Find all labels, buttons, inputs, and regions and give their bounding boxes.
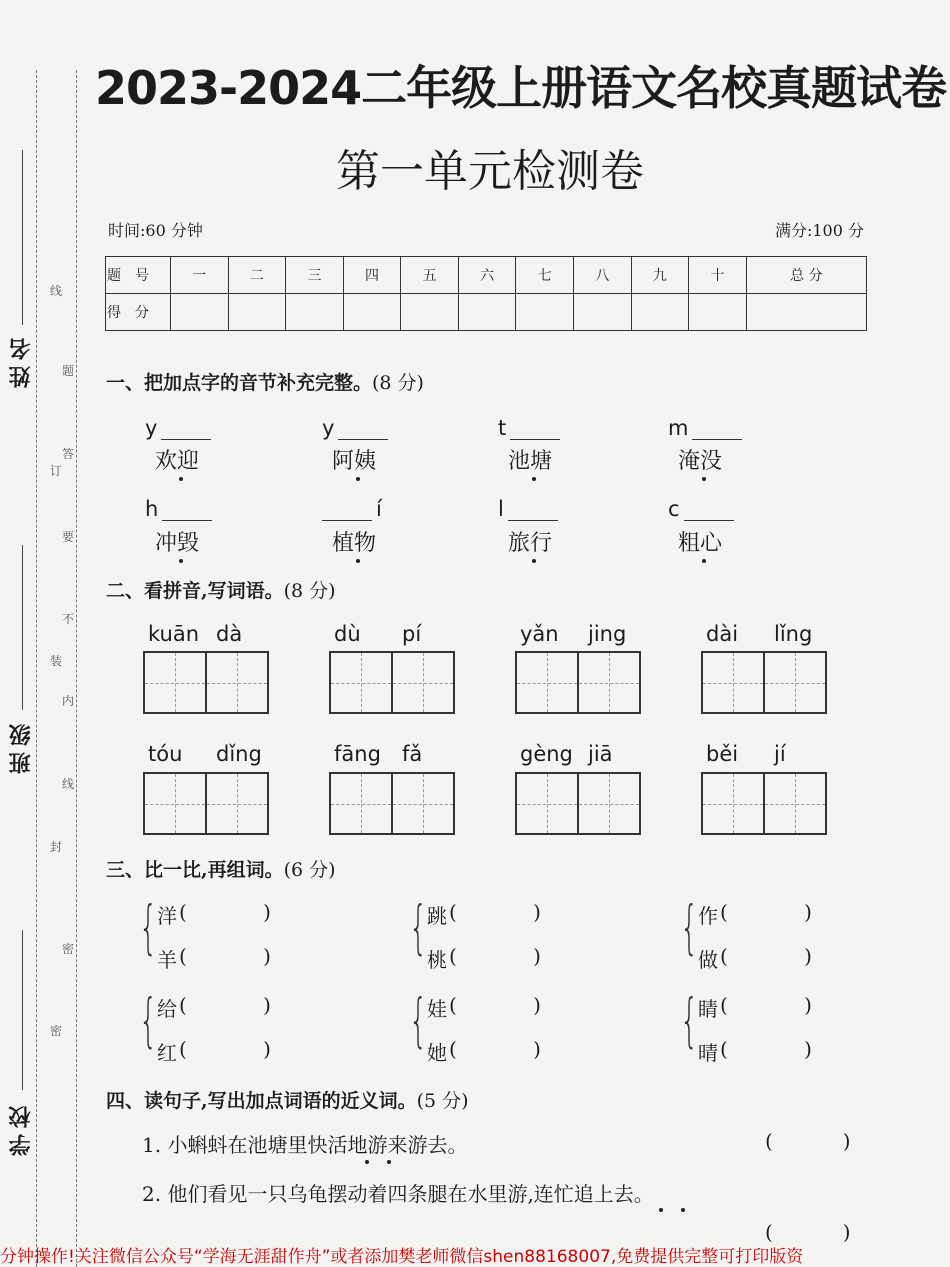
brace-icon: {	[680, 893, 699, 961]
score-cell[interactable]	[516, 294, 574, 331]
answer-paren-1[interactable]: ( )	[765, 1129, 851, 1153]
answer-blank[interactable]	[692, 421, 742, 440]
compare-char: 跳	[427, 904, 447, 928]
score-cell[interactable]	[343, 294, 401, 331]
section-4-title	[106, 1086, 469, 1113]
pinyin-initial: m	[668, 416, 689, 440]
grid-cell[interactable]	[393, 653, 453, 712]
answer-paren[interactable]: ( )	[449, 944, 541, 968]
binding-char: 装	[50, 654, 63, 668]
emphasis-dot	[681, 1208, 685, 1212]
writing-grid[interactable]	[701, 772, 827, 835]
name-label: 姓名	[9, 332, 34, 388]
score-cell[interactable]	[228, 294, 286, 331]
footer-watermark: 分钟操作!关注微信公众号“学海无涯甜作舟”或者添加樊老师微信shen88168007,免费提供完整可打印版资	[0, 1247, 804, 1267]
pinyin-syllable: dǐng	[216, 742, 262, 766]
pinyin-blank-line	[498, 416, 560, 440]
section-4-heading: 四、读句子,写出加点词语的近义词。	[106, 1090, 417, 1112]
table-header-cell: 三	[286, 257, 344, 294]
binding-char: 线	[62, 777, 75, 791]
score-table	[105, 256, 867, 331]
answer-paren[interactable]: ( )	[179, 900, 271, 924]
section-1-points: (8 分)	[372, 372, 424, 394]
writing-grid[interactable]	[515, 772, 641, 835]
pinyin-syllable: kuān	[148, 622, 200, 646]
answer-paren[interactable]: ( )	[720, 1037, 812, 1061]
answer-blank[interactable]	[684, 502, 734, 521]
score-cell[interactable]	[171, 294, 229, 331]
compare-char: 给	[157, 997, 177, 1021]
answer-paren[interactable]: ( )	[720, 900, 812, 924]
grid-cell[interactable]	[765, 774, 825, 833]
table-header-cell: 七	[516, 257, 574, 294]
grid-cell[interactable]	[703, 774, 765, 833]
emphasis-dot	[179, 559, 183, 563]
pinyin-blank-line	[498, 497, 558, 521]
score-cell[interactable]	[689, 294, 747, 331]
binding-char: 订	[50, 464, 63, 478]
compare-char: 羊	[157, 948, 177, 972]
pinyin-blank-line	[145, 416, 211, 440]
answer-blank[interactable]	[508, 502, 558, 521]
score-cell[interactable]	[746, 294, 866, 331]
answer-blank[interactable]	[161, 421, 211, 440]
emphasis-dot	[179, 477, 183, 481]
pinyin-blank-line	[322, 416, 388, 440]
sentence-2: 2. 他们看见一只乌龟摆动着四条腿在水里游,连忙追上去。	[142, 1182, 654, 1206]
score-cell[interactable]	[286, 294, 344, 331]
grid-cell[interactable]	[703, 653, 765, 712]
answer-blank[interactable]	[510, 421, 560, 440]
section-3-heading: 三、比一比,再组词。	[106, 859, 284, 881]
table-header-cell: 八	[574, 257, 632, 294]
dotted-word: 植物	[332, 531, 377, 556]
dotted-word: 粗心	[678, 531, 723, 556]
writing-grid[interactable]	[701, 651, 827, 714]
pinyin-syllable: dù	[334, 622, 361, 646]
pinyin-syllable: dài	[706, 622, 739, 646]
pinyin-initial: l	[498, 497, 504, 521]
writing-grid[interactable]	[329, 772, 455, 835]
brace-icon: {	[409, 893, 428, 961]
compare-char: 娃	[427, 997, 447, 1021]
emphasis-dot	[365, 1160, 369, 1164]
binding-char: 题	[62, 364, 75, 378]
compare-char: 做	[698, 948, 718, 972]
pinyin-syllable: tóu	[148, 742, 183, 766]
table-header-cell: 六	[458, 257, 516, 294]
brace-icon: {	[139, 893, 158, 961]
pinyin-final: í	[376, 497, 382, 521]
brace-icon: {	[680, 986, 699, 1054]
pinyin-syllable: jiā	[588, 742, 613, 766]
dotted-word: 阿姨	[332, 449, 377, 474]
answer-blank[interactable]	[162, 502, 212, 521]
grid-cell[interactable]	[207, 774, 267, 833]
pinyin-syllable: jí	[774, 742, 786, 766]
binding-char: 答	[62, 447, 75, 461]
brace-icon: {	[139, 986, 158, 1054]
exam-subtitle: 第一单元检测卷	[336, 146, 644, 197]
emphasis-dot	[532, 477, 536, 481]
emphasis-dot	[387, 1160, 391, 1164]
table-header-cell: 一	[171, 257, 229, 294]
emphasis-dot	[356, 559, 360, 563]
exam-title: 2023-2024二年级上册语文名校真题试卷	[95, 61, 947, 115]
full-score: 满分:100 分	[774, 221, 864, 240]
grid-cell[interactable]	[517, 774, 579, 833]
score-cell[interactable]	[574, 294, 632, 331]
section-2-points: (8 分)	[283, 580, 336, 602]
dotted-word: 旅行	[508, 531, 553, 556]
pinyin-syllable: gèng	[520, 742, 573, 766]
compare-char: 桃	[427, 948, 447, 972]
pinyin-syllable: fǎ	[402, 742, 423, 766]
answer-blank[interactable]	[338, 421, 388, 440]
binding-char: 密	[50, 1024, 63, 1038]
compare-char: 洋	[157, 904, 177, 928]
writing-grid[interactable]	[515, 651, 641, 714]
answer-paren[interactable]: ( )	[720, 944, 812, 968]
pinyin-initial: t	[498, 416, 507, 440]
answer-paren[interactable]: ( )	[179, 1037, 271, 1061]
section-3-title	[106, 855, 336, 882]
section-2-title	[106, 576, 336, 603]
class-line	[22, 545, 23, 710]
binding-dashed-line	[36, 70, 37, 1267]
binding-char: 线	[50, 284, 63, 298]
pinyin-initial: y	[145, 416, 158, 440]
grid-cell[interactable]	[331, 653, 393, 712]
dotted-word: 池塘	[508, 449, 553, 474]
time-limit: 时间:60 分钟	[108, 221, 203, 240]
answer-paren[interactable]: ( )	[720, 993, 812, 1017]
compare-char: 她	[427, 1041, 447, 1065]
section-4-points: (5 分)	[416, 1090, 469, 1112]
grid-cell[interactable]	[145, 653, 207, 712]
table-header-cell: 四	[343, 257, 401, 294]
pinyin-syllable: yǎn	[520, 622, 559, 646]
answer-paren[interactable]: ( )	[179, 944, 271, 968]
dotted-word: 淹没	[678, 449, 723, 474]
pinyin-blank-line	[322, 497, 382, 521]
compare-char: 晴	[698, 1041, 718, 1065]
grid-cell[interactable]	[579, 653, 639, 712]
emphasis-dot	[702, 559, 706, 563]
pinyin-initial: h	[145, 497, 159, 521]
table-row-label: 题号	[106, 257, 171, 294]
binding-char: 不	[62, 612, 75, 626]
table-header-cell: 二	[228, 257, 286, 294]
pinyin-blank-line	[668, 497, 734, 521]
compare-char: 睛	[698, 997, 718, 1021]
emphasis-dot	[659, 1208, 663, 1212]
binding-char: 内	[62, 694, 75, 708]
answer-blank[interactable]	[322, 502, 372, 521]
brace-icon: {	[409, 986, 428, 1054]
answer-paren[interactable]: ( )	[179, 993, 271, 1017]
compare-char: 红	[157, 1041, 177, 1065]
section-3-points: (6 分)	[283, 859, 336, 881]
score-cell[interactable]	[401, 294, 459, 331]
writing-grid[interactable]	[143, 651, 269, 714]
grid-cell[interactable]	[331, 774, 393, 833]
class-label: 班级	[9, 718, 34, 774]
sentence-1: 1. 小蝌蚪在池塘里快活地游来游去。	[142, 1133, 468, 1157]
grid-cell[interactable]	[207, 653, 267, 712]
pinyin-syllable: běi	[706, 742, 739, 766]
pinyin-syllable: lǐng	[774, 622, 813, 646]
pinyin-blank-line	[668, 416, 742, 440]
answer-paren-2[interactable]: ( )	[765, 1220, 851, 1244]
school-label: 学校	[9, 1100, 34, 1156]
pinyin-blank-line	[145, 497, 212, 521]
table-header-cell: 十	[689, 257, 747, 294]
score-cell[interactable]	[631, 294, 689, 331]
school-line	[22, 930, 23, 1090]
writing-grid[interactable]	[329, 651, 455, 714]
grid-cell[interactable]	[145, 774, 207, 833]
emphasis-dot	[356, 477, 360, 481]
binding-dashed-line	[76, 70, 77, 1267]
binding-char: 密	[62, 942, 75, 956]
table-header-cell: 九	[631, 257, 689, 294]
emphasis-dot	[702, 477, 706, 481]
score-table-header-row	[106, 257, 867, 294]
pinyin-syllable: fāng	[334, 742, 381, 766]
answer-paren[interactable]: ( )	[449, 993, 541, 1017]
pinyin-syllable: pí	[402, 622, 422, 646]
pinyin-initial: c	[668, 497, 680, 521]
emphasis-dot	[532, 559, 536, 563]
grid-cell[interactable]	[765, 653, 825, 712]
pinyin-syllable: dà	[216, 622, 243, 646]
pinyin-syllable: jing	[588, 622, 627, 646]
grid-cell[interactable]	[393, 774, 453, 833]
compare-char: 作	[698, 904, 718, 928]
score-cell[interactable]	[458, 294, 516, 331]
section-1-title	[106, 368, 424, 395]
answer-paren[interactable]: ( )	[449, 900, 541, 924]
score-table-score-row	[106, 294, 867, 331]
section-2-heading: 二、看拼音,写词语。	[106, 580, 284, 602]
pinyin-initial: y	[322, 416, 335, 440]
section-1-heading: 一、把加点字的音节补充完整。	[106, 372, 373, 394]
grid-cell[interactable]	[579, 774, 639, 833]
table-row-label: 得分	[106, 294, 171, 331]
table-header-cell: 总 分	[746, 257, 866, 294]
binding-char: 要	[62, 530, 75, 544]
table-header-cell: 五	[401, 257, 459, 294]
answer-paren[interactable]: ( )	[449, 1037, 541, 1061]
writing-grid[interactable]	[143, 772, 269, 835]
dotted-word: 冲毁	[155, 531, 200, 556]
dotted-word: 欢迎	[155, 449, 200, 474]
grid-cell[interactable]	[517, 653, 579, 712]
binding-char: 封	[50, 840, 63, 854]
